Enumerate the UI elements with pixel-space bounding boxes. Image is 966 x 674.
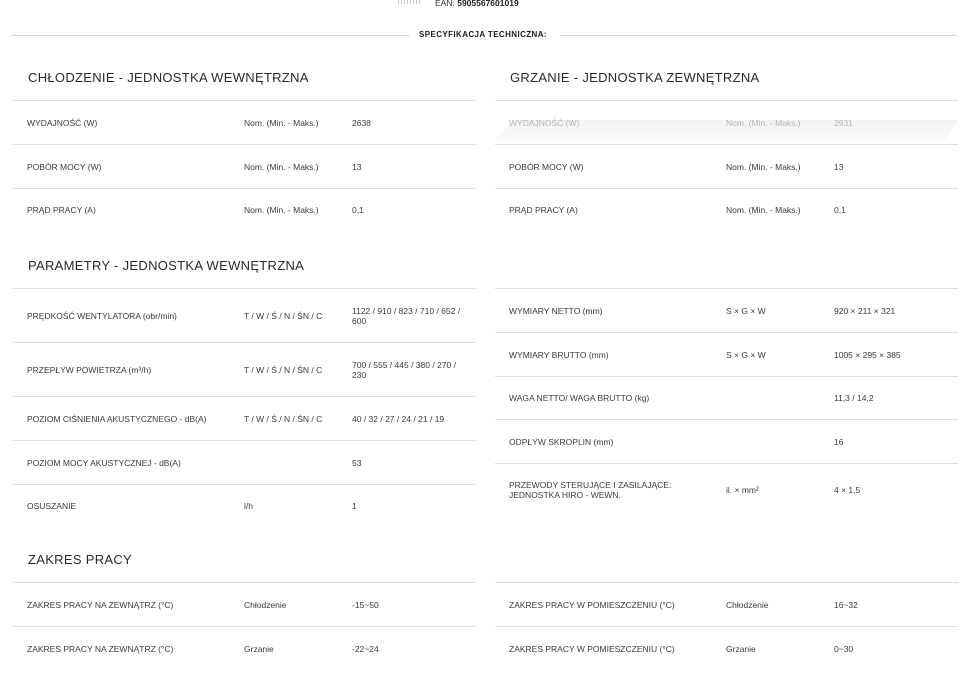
table-row [495, 582, 958, 626]
spec-name: ZAKRES PRACY NA ZEWNĄTRZ (°C) [27, 643, 174, 654]
table-row [495, 188, 958, 231]
spec-unit: Nom. (Min. - Maks.) [244, 117, 319, 128]
table-params-indoor [13, 288, 476, 526]
spec-value: 13 [834, 161, 844, 172]
spec-unit: T / W / Ś / N / ŚN / C [244, 310, 323, 321]
spec-value: -15~50 [352, 599, 379, 610]
spec-unit: Grzanie [244, 643, 274, 654]
table-row [495, 332, 958, 376]
spec-name: WYMIARY BRUTTO (mm) [509, 349, 609, 360]
spec-value: 13 [352, 161, 362, 172]
table-row [495, 419, 958, 463]
spec-name: PRZEWODY STERUJĄCE I ZASILAJĄCE: JEDNOSTKA HIRO - WEWN. [509, 480, 672, 500]
spec-value: 700 / 555 / 445 / 380 / 270 / 230 [352, 359, 456, 380]
spec-name: PRĄD PRACY (A) [509, 205, 578, 215]
spec-unit: S × G × W [726, 305, 766, 316]
spec-value: 16 [834, 436, 844, 447]
table-row [13, 188, 476, 231]
spec-value: 2931 [834, 117, 853, 128]
section-title-cooling: CHŁODZENIE - JEDNOSTKA WEWNĘTRZNA [28, 70, 309, 85]
table-cooling-indoor [13, 100, 476, 231]
spec-unit: S × G × W [726, 349, 766, 360]
spec-unit: Nom. (Min. - Maks.) [726, 161, 801, 172]
spec-value: 11,3 / 14,2 [834, 393, 874, 403]
spec-name: POBÓR MOCY (W) [27, 161, 102, 172]
section-title-heating: GRZANIE - JEDNOSTKA ZEWNĘTRZNA [510, 70, 760, 85]
table-row [13, 440, 476, 484]
spec-value: 920 × 211 × 321 [834, 305, 896, 316]
table-range-outdoor [13, 582, 476, 670]
spec-value: 1005 × 295 × 385 [834, 349, 901, 360]
spec-unit: Nom. (Min. - Maks.) [726, 117, 801, 128]
spec-unit: l/h [244, 500, 253, 511]
spec-unit: Nom. (Min. - Maks.) [244, 161, 319, 172]
table-row [13, 582, 476, 626]
table-row [13, 626, 476, 670]
spec-unit: il. × mm² [726, 485, 759, 495]
spec-unit: Nom. (Min. - Maks.) [726, 205, 801, 215]
spec-value: 4 × 1,5 [834, 485, 861, 495]
spec-unit: Nom. (Min. - Maks.) [244, 205, 319, 215]
spec-value: 1 [352, 500, 357, 511]
spec-value: 40 / 32 / 27 / 24 / 21 / 19 [352, 413, 445, 424]
table-row [495, 376, 958, 419]
table-row [13, 342, 476, 396]
spec-title: SPECYFIKACJA TECHNICZNA: [419, 30, 547, 39]
table-row [13, 144, 476, 188]
section-title-range: ZAKRES PRACY [28, 552, 133, 567]
spec-name: PRĄD PRACY (A) [27, 205, 96, 215]
spec-name: PRĘDKOŚĆ WENTYLATORA (obr/min) [27, 310, 177, 321]
spec-name: ZAKRES PRACY W POMIESZCZENIU (°C) [509, 643, 675, 654]
spec-unit: T / W / Ś / N / ŚN / C [244, 413, 323, 424]
table-row [495, 463, 958, 516]
ean-code [435, 0, 519, 8]
spec-name: POBÓR MOCY (W) [509, 161, 584, 172]
table-row [495, 100, 958, 144]
spec-value: 0,1 [352, 205, 364, 215]
ean-value: 5905567601019 [457, 0, 519, 8]
spec-name: WYDAJNOŚĆ (W) [27, 117, 98, 128]
spec-name: PRZEPŁYW POWIETRZA (m³/h) [27, 364, 152, 375]
spec-name: WYDAJNOŚĆ (W) [509, 117, 580, 128]
spec-value: 53 [352, 457, 362, 468]
spec-unit: Chłodzenie [726, 599, 769, 610]
table-row [495, 626, 958, 670]
table-row [13, 100, 476, 144]
table-heating-outdoor [495, 100, 958, 231]
spec-value: -22~24 [352, 643, 379, 654]
table-row [13, 484, 476, 526]
table-row [495, 288, 958, 332]
spec-value: 16~32 [834, 599, 858, 610]
barcode-fragment [398, 0, 420, 4]
spec-value: 1122 / 910 / 823 / 710 / 652 / 600 [352, 305, 461, 326]
spec-value: 0,1 [834, 205, 846, 215]
spec-name: POZIOM CIŚNIENIA AKUSTYCZNEGO - dB(A) [27, 413, 207, 424]
section-title-params: PARAMETRY - JEDNOSTKA WEWNĘTRZNA [28, 258, 305, 273]
spec-unit: Chłodzenie [244, 599, 287, 610]
spec-unit: T / W / Ś / N / ŚN / C [244, 364, 323, 375]
table-row [13, 396, 476, 440]
spec-name: ODPŁYW SKROPLIN (mm) [509, 436, 614, 447]
spec-name: ZAKRES PRACY W POMIESZCZENIU (°C) [509, 599, 675, 610]
divider-right [560, 35, 956, 36]
spec-name: POZIOM MOCY AKUSTYCZNEJ - dB(A) [27, 457, 181, 468]
table-row [495, 144, 958, 188]
ean-label: EAN: [435, 0, 455, 8]
spec-value: 2638 [352, 117, 371, 128]
spec-value: 0~30 [834, 643, 854, 654]
table-row [13, 288, 476, 342]
spec-name: ZAKRES PRACY NA ZEWNĄTRZ (°C) [27, 599, 174, 610]
spec-name: WYMIARY NETTO (mm) [509, 305, 603, 316]
table-range-indoor [495, 582, 958, 670]
spec-unit: Grzanie [726, 643, 756, 654]
spec-name: OSUSZANIE [27, 500, 77, 511]
table-dimensions [495, 288, 958, 516]
spec-name: WAGA NETTO/ WAGA BRUTTO (kg) [509, 393, 650, 403]
